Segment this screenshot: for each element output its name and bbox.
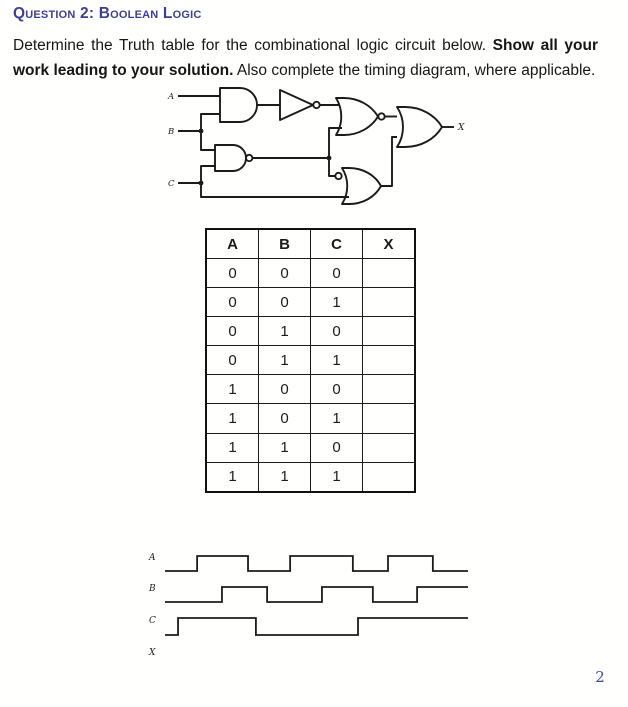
nor-output-bubble: [378, 113, 384, 119]
timing-label-c: C: [149, 616, 156, 626]
table-row: [206, 433, 415, 462]
paragraph-line1-regular: Determine the Truth table for the combinational logic circuit below.: [13, 37, 493, 54]
truth-cell-x-empty: [363, 346, 416, 375]
truth-header-a: A: [206, 229, 259, 259]
truth-cell-x-empty: [363, 288, 416, 317]
table-row: [206, 404, 415, 433]
paragraph-line-1: [13, 33, 598, 58]
truth-cell: 0: [206, 259, 259, 288]
waveform-b: [165, 587, 468, 602]
truth-cell: 0: [259, 375, 311, 404]
truth-cell: 0: [259, 404, 311, 433]
junction-dots: [199, 129, 332, 186]
truth-cell: 0: [311, 259, 363, 288]
paragraph-line2-regular: Also complete the timing diagram, where applicable.: [233, 62, 596, 79]
truth-cell: 0: [206, 317, 259, 346]
truth-table: [205, 228, 416, 493]
truth-cell: 1: [259, 462, 311, 492]
truth-table-header-row: [206, 229, 415, 259]
truth-cell-x-empty: [363, 259, 416, 288]
page-number: 2: [595, 668, 605, 686]
timing-label-x: X: [149, 648, 156, 658]
table-row: [206, 346, 415, 375]
question-heading: Question 2: Boolean Logic: [13, 5, 202, 22]
truth-cell: 1: [311, 462, 363, 492]
instruction-paragraph: [13, 33, 598, 83]
or-gate-lower: [342, 168, 381, 204]
nor-gate: [336, 98, 378, 135]
truth-header-b: B: [259, 229, 311, 259]
truth-cell: 1: [259, 346, 311, 375]
timing-label-a: A: [149, 553, 156, 563]
table-row: [206, 462, 415, 492]
truth-cell: 1: [311, 404, 363, 433]
circuit-input-a-label: A: [168, 92, 175, 102]
paragraph-line2-bold: work leading to your solution.: [13, 62, 234, 79]
truth-cell: 1: [206, 462, 259, 492]
or-gate-output: [397, 107, 442, 147]
timing-diagram: [140, 538, 492, 666]
circuit-output-x-label: X: [458, 123, 465, 133]
waveform-c: [165, 618, 468, 635]
nand-gate: [215, 145, 246, 171]
paragraph-line1-bold: Show all your: [492, 37, 599, 54]
truth-cell: 0: [311, 317, 363, 346]
circuit-input-c-label: C: [168, 179, 175, 189]
timing-label-b: B: [149, 584, 156, 594]
truth-cell: 0: [259, 288, 311, 317]
truth-cell: 0: [311, 375, 363, 404]
truth-header-x: X: [363, 229, 416, 259]
not-output-bubble: [313, 102, 319, 108]
table-row: [206, 375, 415, 404]
logic-circuit-diagram: [158, 80, 478, 220]
or-lower-input-bubble: [335, 173, 341, 179]
truth-cell: 1: [259, 433, 311, 462]
truth-cell: 1: [311, 346, 363, 375]
truth-cell-x-empty: [363, 375, 416, 404]
truth-cell: 1: [311, 288, 363, 317]
truth-cell: 1: [259, 317, 311, 346]
truth-cell-x-empty: [363, 433, 416, 462]
truth-cell: 0: [206, 346, 259, 375]
truth-cell-x-empty: [363, 317, 416, 346]
truth-cell: 0: [259, 259, 311, 288]
circuit-input-b-label: B: [168, 127, 175, 137]
truth-cell: 0: [206, 288, 259, 317]
truth-cell: 1: [206, 375, 259, 404]
table-row: [206, 317, 415, 346]
truth-cell: 1: [206, 433, 259, 462]
waveform-a: [165, 556, 468, 571]
truth-cell: 1: [206, 404, 259, 433]
truth-cell: 0: [311, 433, 363, 462]
truth-cell-x-empty: [363, 404, 416, 433]
table-row: [206, 259, 415, 288]
truth-cell-x-empty: [363, 462, 416, 492]
table-row: [206, 288, 415, 317]
not-gate: [280, 90, 313, 120]
nand-output-bubble: [246, 155, 252, 161]
truth-header-c: C: [311, 229, 363, 259]
and-gate: [220, 88, 257, 122]
